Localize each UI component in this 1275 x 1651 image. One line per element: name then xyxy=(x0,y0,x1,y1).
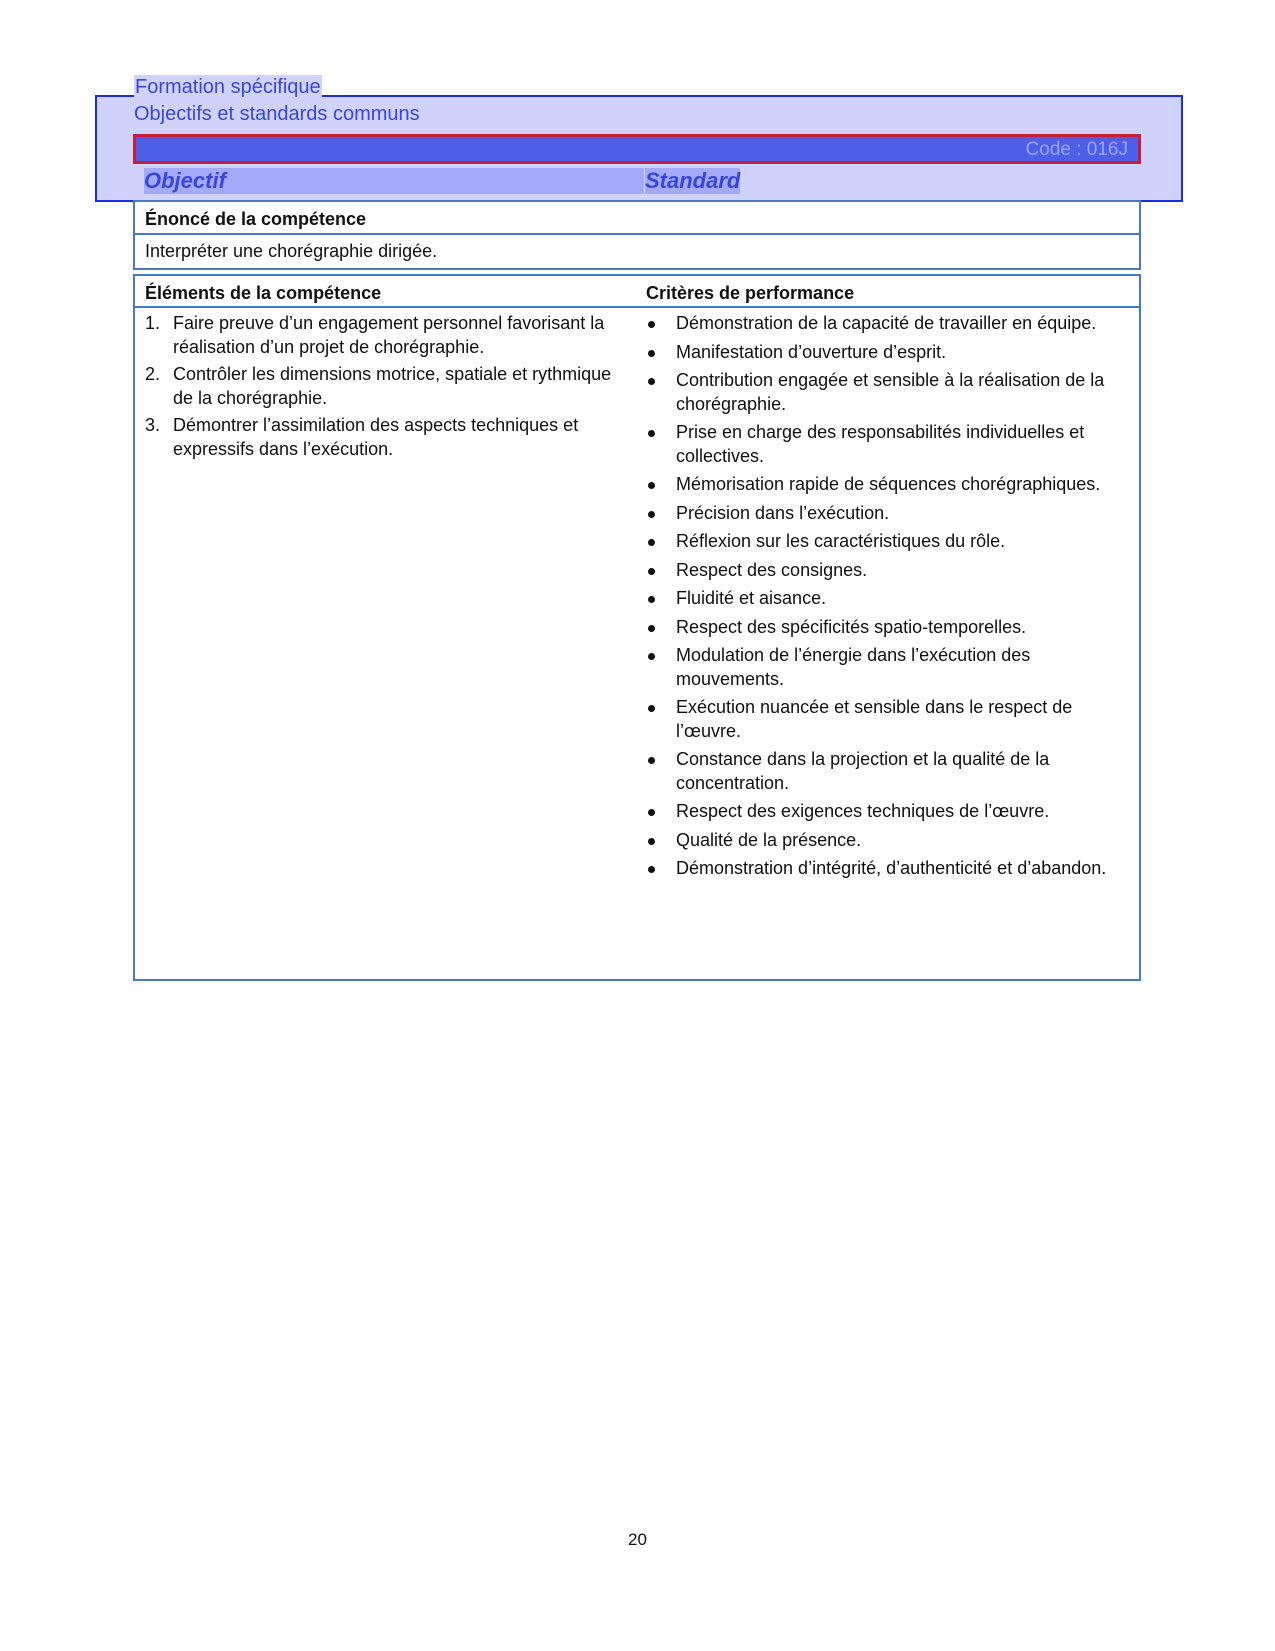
criteria-list xyxy=(646,312,1116,886)
divider xyxy=(135,233,1139,235)
bullet-icon xyxy=(648,653,655,660)
list-item xyxy=(646,502,1116,526)
subsection-title: Objectifs et standards communs xyxy=(134,103,420,125)
criterion-text: Prise en charge des responsabilités individuelles et collectives. xyxy=(676,422,1085,466)
objectif-heading: Objectif xyxy=(144,168,644,194)
list-item xyxy=(145,312,615,359)
list-item xyxy=(646,857,1116,881)
criterion-text: Respect des exigences techniques de l’œuvre. xyxy=(676,801,1050,821)
elements-list xyxy=(145,312,615,465)
criterion-text: Réflexion sur les caractéristiques du rôle. xyxy=(676,531,1006,551)
divider xyxy=(135,306,1139,308)
criterion-text: Modulation de l’énergie dans l’exécution des mouvements. xyxy=(676,645,1031,689)
bullet-icon xyxy=(648,866,655,873)
item-number: 3. xyxy=(145,415,161,435)
enonce-heading: Énoncé de la compétence xyxy=(145,209,367,229)
criteria-heading: Critères de performance xyxy=(646,283,855,303)
list-item xyxy=(646,473,1116,497)
list-item xyxy=(646,530,1116,554)
element-text: Faire preuve d’un engagement personnel favorisant la réalisation d’un projet de chorégraphie. xyxy=(173,313,605,357)
list-item xyxy=(646,421,1116,468)
list-item xyxy=(646,644,1116,691)
list-item xyxy=(145,414,615,461)
bullet-icon xyxy=(648,757,655,764)
bullet-icon xyxy=(648,511,655,518)
list-item xyxy=(646,369,1116,416)
element-text: Contrôler les dimensions motrice, spatiale et rythmique de la chorégraphie. xyxy=(173,364,612,408)
list-item xyxy=(646,559,1116,583)
bullet-icon xyxy=(648,482,655,489)
list-item xyxy=(646,587,1116,611)
bullet-icon xyxy=(648,625,655,632)
criterion-text: Respect des consignes. xyxy=(676,559,868,580)
item-number: 1. xyxy=(145,313,161,333)
bullet-icon xyxy=(648,430,655,437)
criterion-text: Précision dans l’exécution. xyxy=(676,502,890,523)
standard-heading: Standard xyxy=(645,168,741,193)
list-item xyxy=(646,748,1116,795)
bullet-icon xyxy=(648,838,655,845)
enonce-text: Interpréter une chorégraphie dirigée. xyxy=(145,241,438,261)
elements-heading: Éléments de la compétence xyxy=(145,283,382,303)
bullet-icon xyxy=(648,321,655,328)
bullet-icon xyxy=(648,378,655,385)
bullet-icon xyxy=(648,539,655,546)
criterion-text: Respect des spécificités spatio-temporelles. xyxy=(676,616,1027,637)
list-item xyxy=(646,696,1116,743)
item-number: 2. xyxy=(145,364,161,384)
code-bar xyxy=(133,134,1141,164)
section-title: Formation spécifique xyxy=(135,76,321,98)
criterion-text: Qualité de la présence. xyxy=(676,829,862,850)
criterion-text: Démonstration d’intégrité, d’authenticité et d’abandon. xyxy=(676,858,1107,878)
criterion-text: Mémorisation rapide de séquences chorégraphiques. xyxy=(676,474,1101,494)
element-text: Démontrer l’assimilation des aspects techniques et expressifs dans l’exécution. xyxy=(173,415,579,459)
criterion-text: Constance dans la projection et la qualité de la concentration. xyxy=(676,749,1050,793)
list-item xyxy=(646,341,1116,365)
criterion-text: Démonstration de la capacité de travailler en équipe. xyxy=(676,313,1097,333)
bullet-icon xyxy=(648,705,655,712)
page-number: 20 xyxy=(628,1530,647,1549)
list-item xyxy=(646,312,1116,336)
list-item xyxy=(646,829,1116,853)
list-item xyxy=(145,363,615,410)
criterion-text: Contribution engagée et sensible à la réalisation de la chorégraphie. xyxy=(676,370,1105,414)
criterion-text: Fluidité et aisance. xyxy=(676,588,827,608)
bullet-icon xyxy=(648,568,655,575)
criterion-text: Exécution nuancée et sensible dans le respect de l’œuvre. xyxy=(676,697,1073,741)
elements-criteria-box xyxy=(133,274,1141,981)
list-item xyxy=(646,616,1116,640)
criterion-text: Manifestation d’ouverture d’esprit. xyxy=(676,341,947,362)
enonce-box xyxy=(133,200,1141,270)
list-item xyxy=(646,800,1116,824)
bullet-icon xyxy=(648,596,655,603)
bullet-icon xyxy=(648,809,655,816)
bullet-icon xyxy=(648,350,655,357)
competence-code: Code : 016J xyxy=(1025,139,1128,160)
